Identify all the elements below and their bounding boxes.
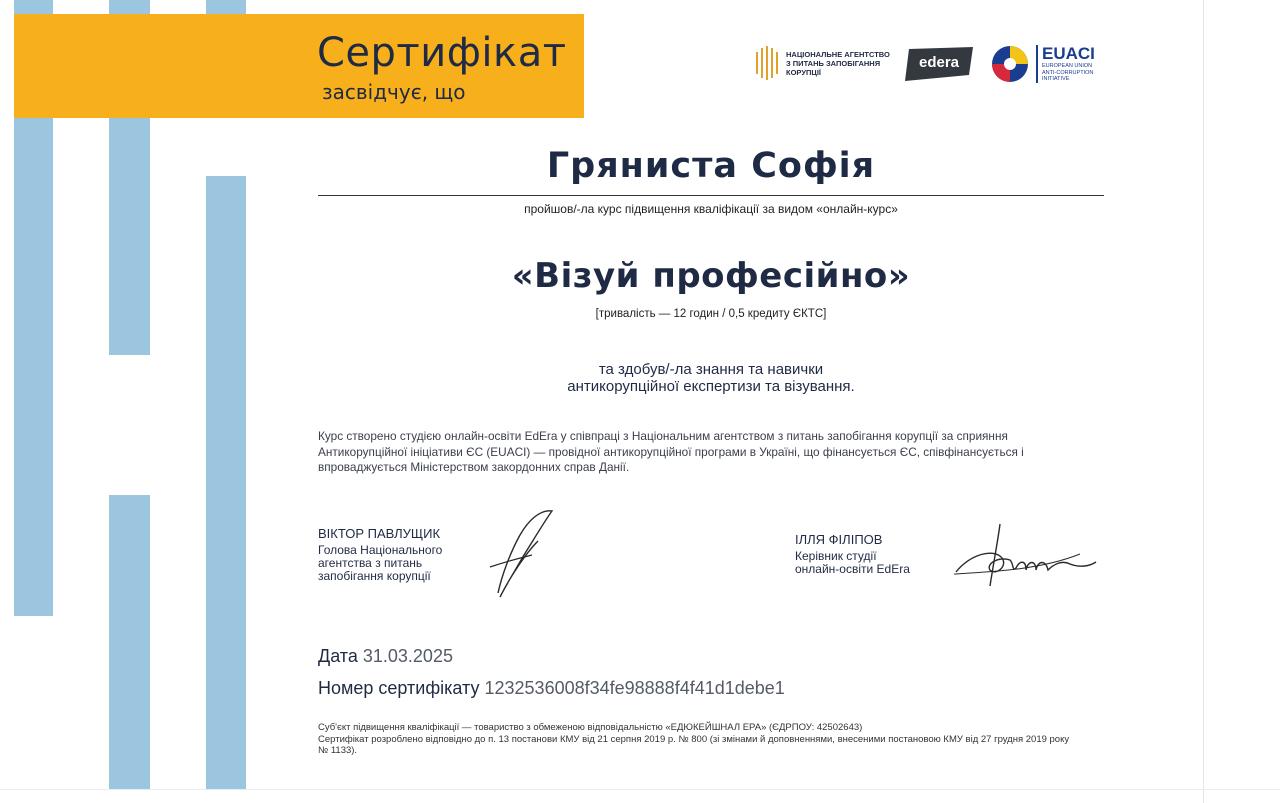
- euaci-logo: [990, 44, 1102, 84]
- certificate-number: [318, 678, 785, 699]
- certificate-subtitle: засвідчує, що: [322, 80, 466, 104]
- edera-logo: [901, 45, 975, 83]
- stripe-2b: [109, 495, 150, 789]
- euaci-emblem-icon: [990, 44, 1030, 84]
- issue-date-label: Дата: [318, 646, 358, 666]
- acquired-line-2: антикорупційної експертизи та візування.: [567, 378, 855, 395]
- euaci-logo-name: EUACI: [1042, 44, 1095, 64]
- issue-date-value: 31.03.2025: [362, 646, 453, 666]
- certificate-title: Сертифікат: [317, 30, 567, 76]
- signature-2: [950, 520, 1100, 590]
- certificate-number-label: Номер сертифікату: [318, 678, 480, 698]
- acquired-skills-text: [318, 361, 1104, 395]
- signature-1: [480, 505, 565, 600]
- signatory-2: [795, 533, 945, 576]
- nazk-emblem-icon: [756, 46, 778, 80]
- signatory-2-name: ІЛЛЯ ФІЛІПОВ: [795, 532, 883, 547]
- course-duration: [тривалість — 12 годин / 0,5 кредиту ЄКТС]: [595, 308, 827, 320]
- signatory-1-role-line-1: Голова Національного: [318, 543, 443, 557]
- page-edge-bottom: [0, 789, 1280, 790]
- name-underline: [318, 195, 1104, 196]
- nazk-logo: [756, 46, 896, 80]
- certificate-number-value: 1232536008f34fe98888f4f41d1debe1: [484, 678, 785, 698]
- stripe-3a: [206, 0, 246, 14]
- euaci-logo-subtitle: EUROPEAN UNION ANTI-CORRUPTION INITIATIVE: [1042, 63, 1094, 83]
- stripe-3b: [206, 176, 246, 789]
- signatory-1: [318, 527, 468, 583]
- signatory-1-name: ВІКТОР ПАВЛУЩИК: [318, 526, 441, 541]
- signatory-2-role-line-1: Керівник студії: [795, 549, 877, 563]
- legal-footer-line-2: Сертифікат розроблено відповідно до п. 13 постанови КМУ від 21 серпня 2019 р. № 800 (зі змінами й доповненнями, внесеними постановою КМУ від 27 грудня 2019 року № 1133).: [318, 733, 1070, 756]
- legal-footer-line-1: Суб'єкт підвищення кваліфікації — товариство з обмеженою відповідальністю «ЕДЮКЕЙШНАЛ ЕРА» (ЄДРПОУ: 42502643): [318, 722, 863, 733]
- acquired-line-1: та здобув/-ла знання та навички: [598, 361, 824, 378]
- passed-course-text: пройшов/-ла курс підвищення кваліфікації за видом «онлайн-курс»: [524, 202, 898, 216]
- legal-footer: [318, 722, 1078, 757]
- recipient-name: Грянистa Софія: [546, 146, 876, 186]
- signatory-1-role-line-3: запобігання корупції: [318, 569, 431, 583]
- page-edge-right: [1203, 0, 1204, 803]
- signatory-2-role-line-2: онлайн-освіти EdEra: [795, 562, 910, 576]
- course-title: «Візуй професійно»: [511, 256, 911, 296]
- course-description: Курс створено студією онлайн-освіти EdEra у співпраці з Національним агентством з питань запобігання корупції за сприяння Антикорупційної ініціативи ЄС (EUACI) — провідної антикорупційної програми в Україні, що фінансується ЄС, співфінансується і впроваджується Міністерством закордонних справ Данії.: [318, 429, 1024, 474]
- edera-logo-text: edera: [918, 54, 960, 71]
- issue-date: [318, 646, 453, 667]
- nazk-logo-text: НАЦІОНАЛЬНЕ АГЕНТСТВО З ПИТАНЬ ЗАПОБІГАННЯ КОРУПЦІЇ: [786, 49, 890, 77]
- signatory-1-role-line-2: агентства з питань: [318, 556, 423, 570]
